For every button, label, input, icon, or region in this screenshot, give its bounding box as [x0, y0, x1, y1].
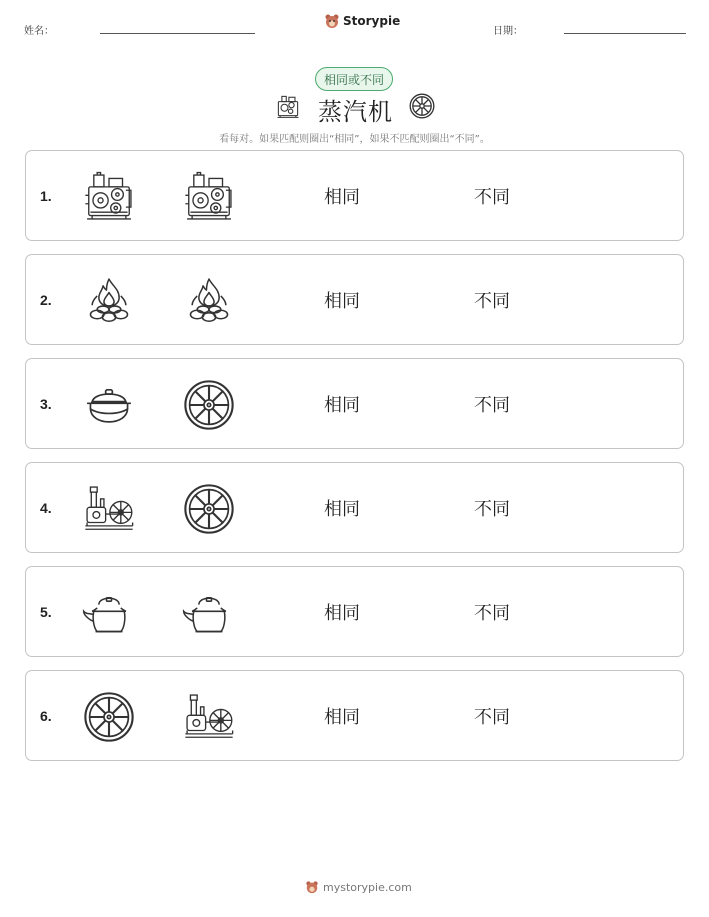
question-card [25, 358, 684, 449]
campfire-icon [82, 274, 136, 328]
question-card [25, 254, 684, 345]
page-title: 蒸汽机 [318, 98, 393, 126]
date-label: 日期： [493, 26, 523, 37]
steam-engine-icon [82, 482, 136, 536]
question-number: 2. [40, 291, 52, 308]
question-card [25, 462, 684, 553]
worksheet-type-tag: 相同或不同 [315, 67, 393, 91]
kettle-icon [82, 586, 136, 640]
question-number: 3. [40, 395, 52, 412]
different-option[interactable]: 不同 [474, 498, 510, 520]
question-card [25, 670, 684, 761]
campfire-icon [182, 274, 236, 328]
same-option[interactable]: 相同 [324, 602, 360, 624]
steam-engine-icon [182, 690, 236, 744]
wheel-icon [182, 378, 236, 432]
different-option[interactable]: 不同 [474, 602, 510, 624]
wheel-icon [408, 92, 436, 124]
footer [305, 880, 412, 894]
question-number: 1. [40, 187, 52, 204]
question-card [25, 150, 684, 241]
wheel-icon [182, 482, 236, 536]
footer-url: mystorypie.com [323, 880, 412, 894]
engine-machine-icon [274, 92, 302, 124]
different-option[interactable]: 不同 [474, 186, 510, 208]
name-line[interactable] [100, 33, 255, 34]
same-option[interactable]: 相同 [324, 498, 360, 520]
brand-logo [324, 13, 400, 29]
question-card [25, 566, 684, 657]
same-option[interactable]: 相同 [324, 394, 360, 416]
brand-name: Storypie [343, 14, 401, 28]
name-label: 姓名： [24, 26, 54, 37]
different-option[interactable]: 不同 [474, 706, 510, 728]
kettle-icon [182, 586, 236, 640]
same-option[interactable]: 相同 [324, 706, 360, 728]
wheel-icon [82, 690, 136, 744]
different-option[interactable]: 不同 [474, 290, 510, 312]
bear-icon [305, 880, 319, 894]
engine-machine-icon [82, 170, 136, 224]
pot-icon [82, 378, 136, 432]
engine-machine-icon [182, 170, 236, 224]
different-option[interactable]: 不同 [474, 394, 510, 416]
question-number: 4. [40, 499, 52, 516]
question-number: 5. [40, 603, 52, 620]
question-number: 6. [40, 707, 52, 724]
instructions: 看每对。如果匹配则圈出“相同”，如果不匹配则圈出“不同”。 [219, 134, 490, 145]
same-option[interactable]: 相同 [324, 290, 360, 312]
date-line[interactable] [564, 33, 686, 34]
same-option[interactable]: 相同 [324, 186, 360, 208]
bear-icon [324, 13, 340, 29]
